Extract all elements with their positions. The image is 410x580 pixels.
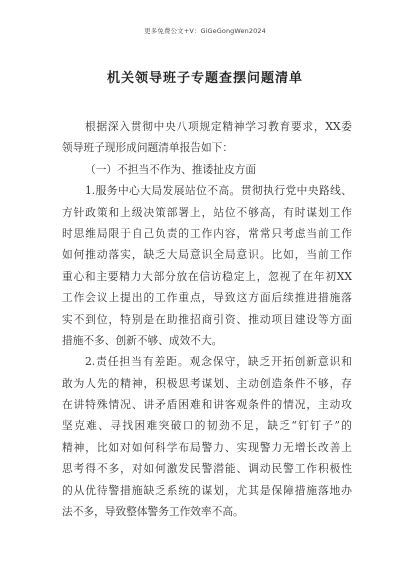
paragraph-line: 方针政策和上级决策部署上，站位不够高，有时谋划工作 [62, 205, 352, 219]
paragraph-line: 思考得不多，对如何激发民警潜能、调动民警工作积极性 [62, 462, 352, 476]
paragraph-line: 坚克难、寻找困难突破口的韧劲不足，缺乏“钉钉子”的 [62, 419, 352, 433]
paragraph-line: 实不到位，特别是在助推招商引资、推动项目建设等方面 [62, 312, 352, 326]
paragraph-line: 领导班子现形成问题清单报告如下： [62, 141, 234, 155]
section-heading: （一）不担当不作为、推诿扯皮方面 [85, 162, 257, 176]
paragraph-line: 在讲特殊情况、讲矛盾困难和讲客观条件的情况，主动攻 [62, 398, 352, 412]
document-title: 机关领导班子专题查摆问题清单 [106, 71, 303, 86]
paragraph-line: 时思维局限于自己负责的工作内容，常常只考虑当前工作 [62, 226, 352, 240]
paragraph-line: 1.服务中心大局发展站位不高。贯彻执行党中央路线、 [85, 184, 352, 198]
paragraph-line: 法不多，导致整体警务工作效率不高。 [62, 505, 244, 519]
paragraph-line: 2.责任担当有差距。观念保守，缺乏开拓创新意识和 [85, 355, 352, 369]
paragraph-line: 精神，比如对如何科学布局警力、实现警力无增长改善上 [62, 440, 352, 454]
header-watermark: 更多免费公文+V：GiGeGongWen2024 [144, 27, 266, 35]
paragraph-line: 重心和主要精力大部分放在信访稳定上，忽视了在年初XX [62, 269, 352, 283]
paragraph-line: 的从优待警措施缺乏系统的谋划，尤其是保障措施落地办 [62, 483, 352, 497]
paragraph-line: 措施不多、创新不够、成效不大。 [62, 333, 223, 347]
paragraph-line: 敢为人先的精神，积极思考谋划、主动创造条件不够，存 [62, 376, 352, 390]
paragraph-line: 如何推动落实，缺乏大局意识全局意识。比如，当前工作 [62, 248, 352, 262]
document-body [62, 116, 352, 522]
paragraph-line: 根据深入贯彻中央八项规定精神学习教育要求，XX委 [85, 120, 352, 133]
paragraph-line: 工作会议上提出的工作重点，导致这方面后续推进措施落 [62, 291, 352, 305]
